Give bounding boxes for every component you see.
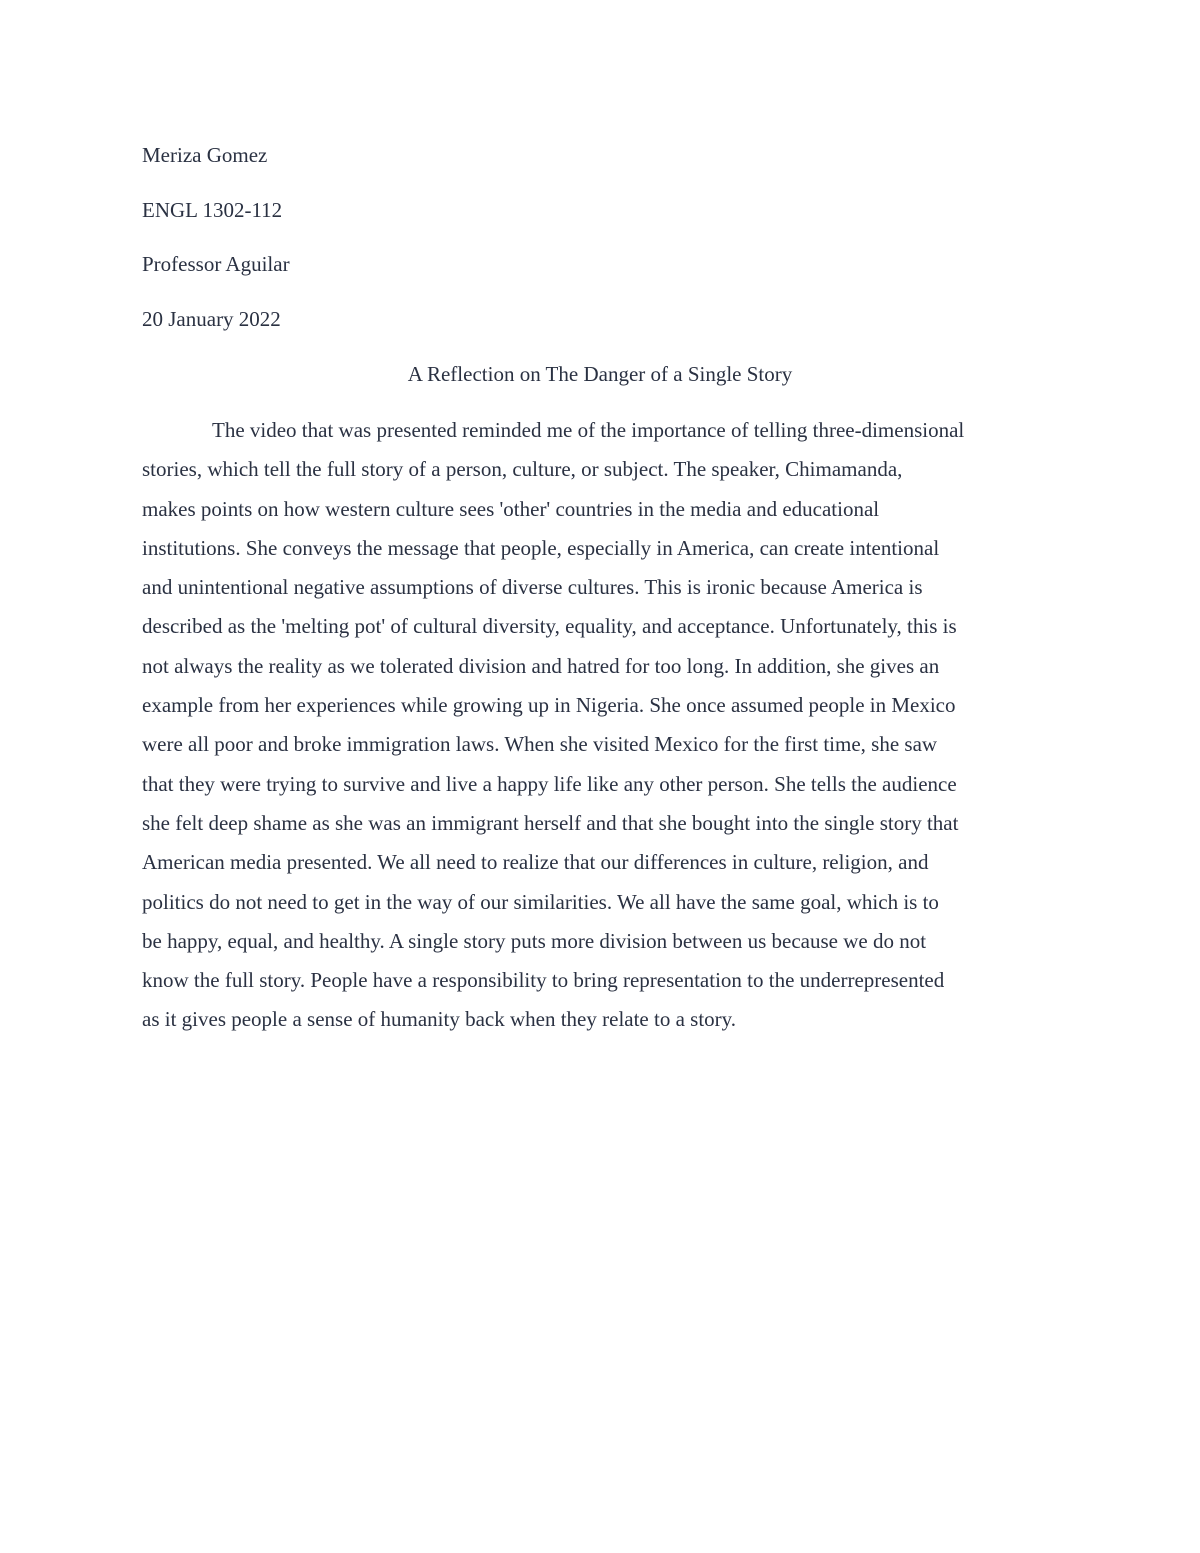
document-date: 20 January 2022 [142,307,281,331]
course-code: ENGL 1302-112 [142,198,283,222]
body-line: described as the 'melting pot' of cultural diversity, equality, and acceptance. Unfortunately, this is [142,614,957,639]
body-line: makes points on how western culture sees 'other' countries in the media and educational [142,496,880,521]
body-line: example from her experiences while growing up in Nigeria. She once assumed people in Mexico [142,693,956,718]
body-line: politics do not need to get in the way of our similarities. We all have the same goal, which is to [142,889,939,914]
author-name: Meriza Gomez [142,143,268,167]
body-line: were all poor and broke immigration laws. When she visited Mexico for the first time, she saw [142,732,938,757]
body-line: stories, which tell the full story of a person, culture, or subject. The speaker, Chimamanda, [142,457,903,482]
body-line: and unintentional negative assumptions of diverse cultures. This is ironic because America is [142,575,923,600]
body-paragraph [142,420,1062,1049]
document-title: A Reflection on The Danger of a Single Story [407,362,793,386]
body-line: know the full story. People have a responsibility to bring representation to the underrepresented [142,968,945,993]
body-line: that they were trying to survive and live a happy life like any other person. She tells the audience [142,771,957,796]
body-line: American media presented. We all need to realize that our differences in culture, religion, and [142,850,929,875]
body-line: The video that was presented reminded me of the importance of telling three-dimensional [212,418,965,442]
professor-name: Professor Aguilar [142,252,290,276]
body-line: institutions. She conveys the message that people, especially in America, can create intentional [142,535,940,560]
body-line: she felt deep shame as she was an immigrant herself and that she bought into the single story that [142,810,959,835]
body-line: be happy, equal, and healthy. A single story puts more division between us because we do not [142,928,927,953]
body-line: not always the reality as we tolerated division and hatred for too long. In addition, she gives an [142,653,940,678]
body-line: as it gives people a sense of humanity back when they relate to a story. [142,1007,737,1032]
